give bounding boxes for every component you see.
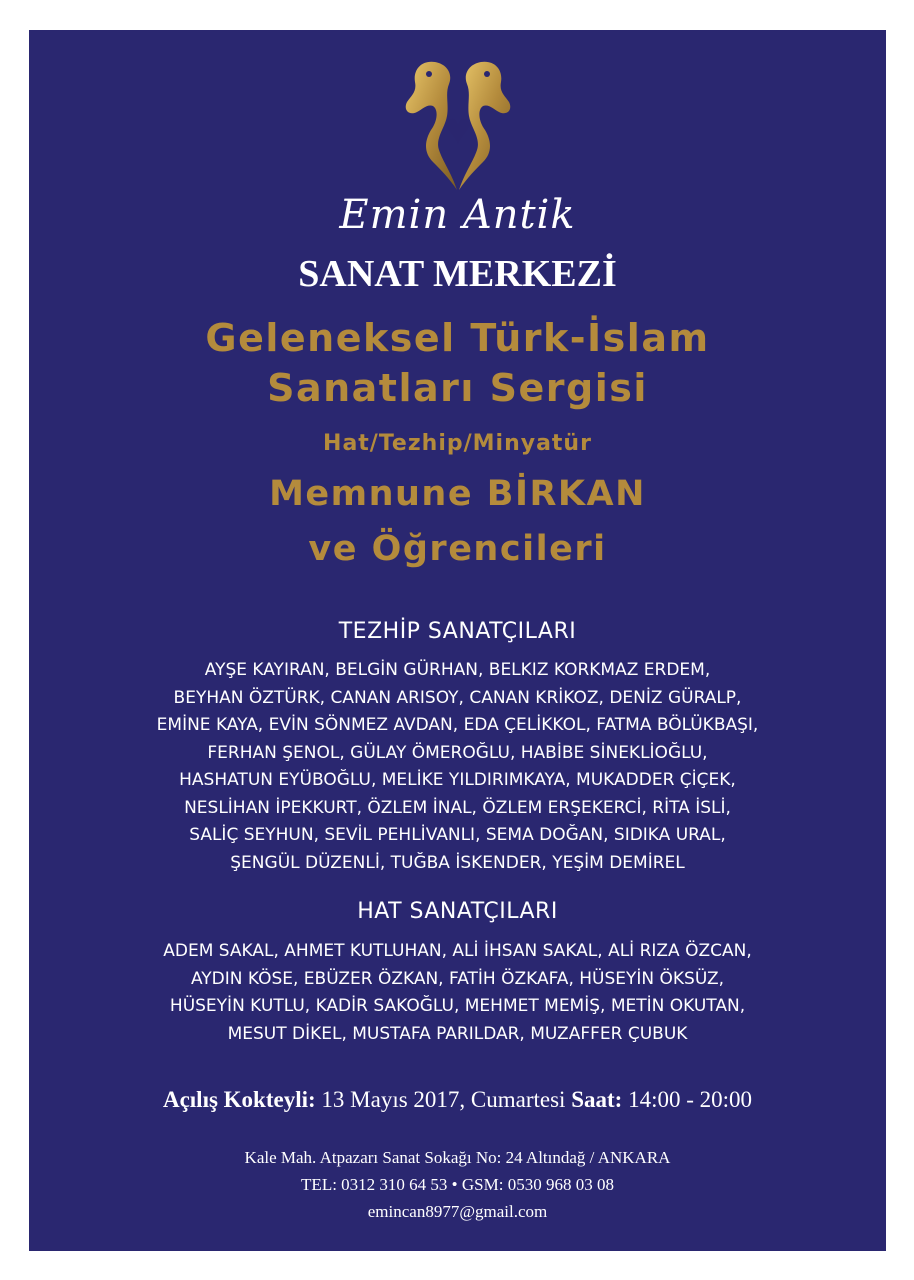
list-item: MESUT DİKEL, MUSTAFA PARILDAR, MUZAFFER ÇUBUK [227,1023,688,1044]
hat-artist-list [49,938,866,1048]
phone-numbers: TEL: 0312 310 64 53 • GSM: 0530 968 03 08 [301,1175,614,1194]
opening-label: Açılış Kokteyli: [162,1087,316,1112]
tezhip-heading: TEZHİP SANATÇILARI [338,619,577,644]
exhibition-title-line1: Geleneksel Türk-İslam [205,316,710,360]
hat-heading: HAT SANATÇILARI [357,899,558,924]
seahorse-emblem-icon [393,54,523,194]
disciplines: Hat/Tezhip/Minyatür [323,431,592,456]
time-label: Saat: [571,1087,623,1112]
list-item: NESLİHAN İPEKKURT, ÖZLEM İNAL, ÖZLEM ERŞEKERCİ, RİTA İSLİ, [184,797,731,818]
opening-date: 13 Mayıs 2017, Cumartesi [321,1087,566,1112]
list-item: EMİNE KAYA, EVİN SÖNMEZ AVDAN, EDA ÇELİKKOL, FATMA BÖLÜKBAŞI, [156,715,759,735]
list-item: SALİÇ SEYHUN, SEVİL PEHLİVANLI, SEMA DOĞAN, SIDIKA URAL, [189,825,726,845]
list-item: ŞENGÜL DÜZENLİ, TUĞBA İSKENDER, YEŞİM DEMİREL [230,852,685,873]
artist-name: Memnune BİRKAN [269,474,646,514]
list-item: FERHAN ŞENOL, GÜLAY ÖMEROĞLU, HABİBE SİNEKLİOĞLU, [207,742,708,763]
address: Kale Mah. Atpazarı Sanat Sokağı No: 24 Altındağ / ANKARA [244,1148,671,1167]
list-item: ADEM SAKAL, AHMET KUTLUHAN, ALİ İHSAN SAKAL, ALİ RIZA ÖZCAN, [163,941,752,961]
artist-students: ve Öğrencileri [308,529,607,569]
list-item: HASHATUN EYÜBOĞLU, MELİKE YILDIRIMKAYA, MUKADDER ÇİÇEK, [179,770,736,790]
brand-name: Emin Antik [339,192,576,238]
exhibition-title-line2: Sanatları Sergisi [267,366,648,410]
exhibition-poster [29,30,886,1251]
tezhip-artist-list [49,657,866,877]
brand-subtitle: SANAT MERKEZİ [298,253,617,295]
list-item: HÜSEYİN KUTLU, KADİR SAKOĞLU, MEHMET MEMİŞ, METİN OKUTAN, [169,996,746,1016]
list-item: BEYHAN ÖZTÜRK, CANAN ARISOY, CANAN KRİKOZ, DENİZ GÜRALP, [173,687,742,708]
opening-time: 14:00 - 20:00 [628,1087,753,1112]
email[interactable]: emincan8977@gmail.com [367,1202,548,1221]
list-item: AYŞE KAYIRAN, BELGİN GÜRHAN, BELKIZ KORKMAZ ERDEM, [204,660,711,680]
list-item: AYDIN KÖSE, EBÜZER ÖZKAN, FATİH ÖZKAFA, HÜSEYİN ÖKSÜZ, [190,968,725,989]
opening-info [29,1087,886,1113]
